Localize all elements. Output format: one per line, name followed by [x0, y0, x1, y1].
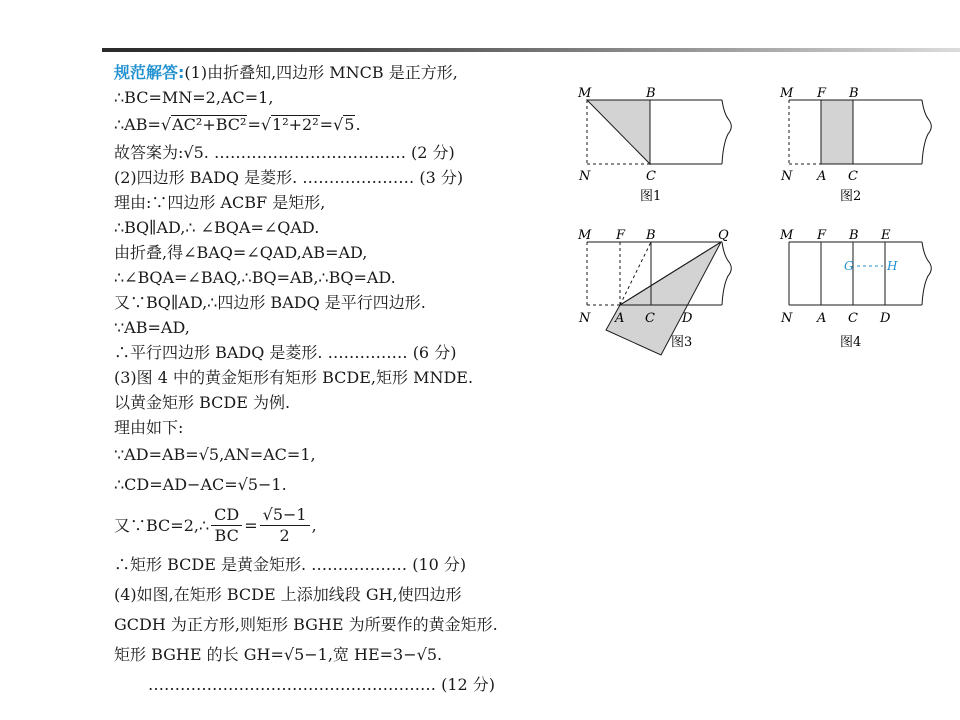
- part1-statement: (1)由折叠知,四边形 MNCB 是正方形,: [184, 63, 458, 82]
- solution-line-14: 以黄金矩形 BCDE 为例.: [114, 393, 291, 412]
- fraction-cd-bc: [211, 505, 242, 546]
- fig1-label-m: M: [578, 86, 592, 101]
- fig1-caption: 图1: [640, 189, 662, 204]
- fig1-shaded-triangle: [587, 100, 650, 164]
- fig2-label-n: N: [781, 169, 793, 184]
- fig3-label-q: Q: [718, 228, 729, 243]
- solution-line-7: ∴BQ∥AD,∴ ∠BQA=∠QAD.: [114, 218, 320, 237]
- eq-sign: =: [247, 115, 261, 134]
- radicand-3: 5: [344, 115, 355, 134]
- fig2-label-m: M: [780, 86, 794, 101]
- eq-sign-2: =: [319, 115, 334, 134]
- solution-line-18: [114, 500, 574, 550]
- fig2-shaded-rect: [821, 100, 853, 164]
- comma: ,: [311, 515, 317, 535]
- fig4-label-g: G: [844, 259, 854, 273]
- fig4-label-f: F: [817, 228, 827, 243]
- solution-line-11: ∵AB=AD,: [114, 318, 190, 337]
- fig4-label-m: M: [780, 228, 794, 243]
- solution-line-3: ∴AB=√AC²+BC²=√1²+2²=√5.: [114, 115, 361, 134]
- eq-sign-3: =: [244, 515, 258, 535]
- fig4-label-h: H: [887, 259, 898, 273]
- fig4-torn-edge: [922, 242, 931, 305]
- solution-line-5: (2)四边形 BADQ 是菱形. ………………… (3 分): [114, 168, 464, 187]
- radicand-2: 1²+2²: [272, 115, 319, 134]
- fig2-label-b: B: [849, 86, 859, 101]
- fig4-label-d: D: [880, 311, 891, 326]
- fig3-label-d: D: [682, 311, 693, 326]
- solution-line-17: ∴CD=AD−AC=√5−1.: [114, 475, 287, 494]
- fraction-value: [260, 505, 310, 546]
- fig4-label-c: C: [848, 311, 858, 326]
- figure-1: [576, 84, 748, 208]
- solution-line-19: ∴矩形 BCDE 是黄金矩形. ……………… (10 分): [114, 555, 467, 574]
- solution-line-12: ∴平行四边形 BADQ 是菱形. …………… (6 分): [114, 343, 457, 362]
- fraction-numerator: CD: [211, 505, 242, 526]
- solution-line-20: (4)如图,在矩形 BCDE 上添加线段 GH,使四边形: [114, 585, 462, 604]
- fig1-label-c: C: [646, 169, 656, 184]
- fig3-label-m: M: [578, 228, 592, 243]
- fig3-label-n: N: [579, 311, 591, 326]
- fig3-caption: 图3: [671, 335, 693, 350]
- ab-prefix: ∴AB=: [114, 115, 161, 134]
- solution-line-13: (3)图 4 中的黄金矩形有矩形 BCDE,矩形 MNDE.: [114, 368, 474, 387]
- solution-line-1: [114, 60, 574, 85]
- figure-2: [776, 84, 948, 208]
- fig3-label-f: F: [616, 228, 626, 243]
- fig2-caption: 图2: [840, 189, 862, 204]
- solution-line-22: 矩形 BGHE 的长 GH=√5−1,宽 HE=3−√5.: [114, 645, 443, 664]
- solution-line-23: ……………………………………………… (12 分): [148, 675, 496, 694]
- fig4-label-e: E: [881, 228, 891, 243]
- radicand-1: AC²+BC²: [172, 115, 247, 134]
- fig1-label-n: N: [579, 169, 591, 184]
- solution-line-10: 又∵BQ∥AD,∴四边形 BADQ 是平行四边形.: [114, 293, 426, 312]
- solution-line-6: 理由:∵四边形 ACBF 是矩形,: [114, 193, 326, 212]
- fig4-label-a: A: [817, 311, 827, 326]
- fraction-denominator: BC: [214, 525, 239, 545]
- figure-3: [576, 222, 748, 358]
- fig1-torn-edge: [722, 100, 731, 164]
- fig3-torn-edge: [722, 242, 731, 305]
- solution-line-9: ∴∠BQA=∠BAQ,∴BQ=AB,∴BQ=AD.: [114, 268, 396, 287]
- solution-line-8: 由折叠,得∠BAQ=∠QAD,AB=AD,: [114, 243, 368, 262]
- period: .: [355, 115, 361, 134]
- fig3-label-b: B: [646, 228, 656, 243]
- figure-4: [776, 222, 948, 358]
- fig2-label-f: F: [817, 86, 827, 101]
- fig3-label-c: C: [645, 311, 655, 326]
- solution-label: 规范解答:: [114, 63, 185, 82]
- solution-text: [114, 60, 574, 700]
- fig3-label-a: A: [615, 311, 625, 326]
- fig2-label-c: C: [848, 169, 858, 184]
- ratio-prefix: 又∵BC=2,∴: [114, 515, 210, 535]
- solution-line-16: ∵AD=AB=√5,AN=AC=1,: [114, 445, 316, 464]
- fig1-label-b: B: [646, 86, 656, 101]
- fig4-label-n: N: [781, 311, 793, 326]
- fig2-label-a: A: [817, 169, 827, 184]
- fig2-torn-edge: [922, 100, 931, 164]
- solution-line-4: 故答案为:√5. ……………………………… (2 分): [114, 143, 455, 162]
- fraction-denominator-2: 2: [279, 525, 290, 545]
- fig4-label-b: B: [849, 228, 859, 243]
- header-rule: [102, 48, 960, 52]
- fig4-caption: 图4: [840, 335, 862, 350]
- fraction-numerator-2: √5−1: [260, 505, 310, 526]
- solution-line-21: GCDH 为正方形,则矩形 BGHE 为所要作的黄金矩形.: [114, 615, 498, 634]
- solution-line-15: 理由如下:: [114, 418, 184, 437]
- solution-line-2: ∴BC=MN=2,AC=1,: [114, 88, 274, 107]
